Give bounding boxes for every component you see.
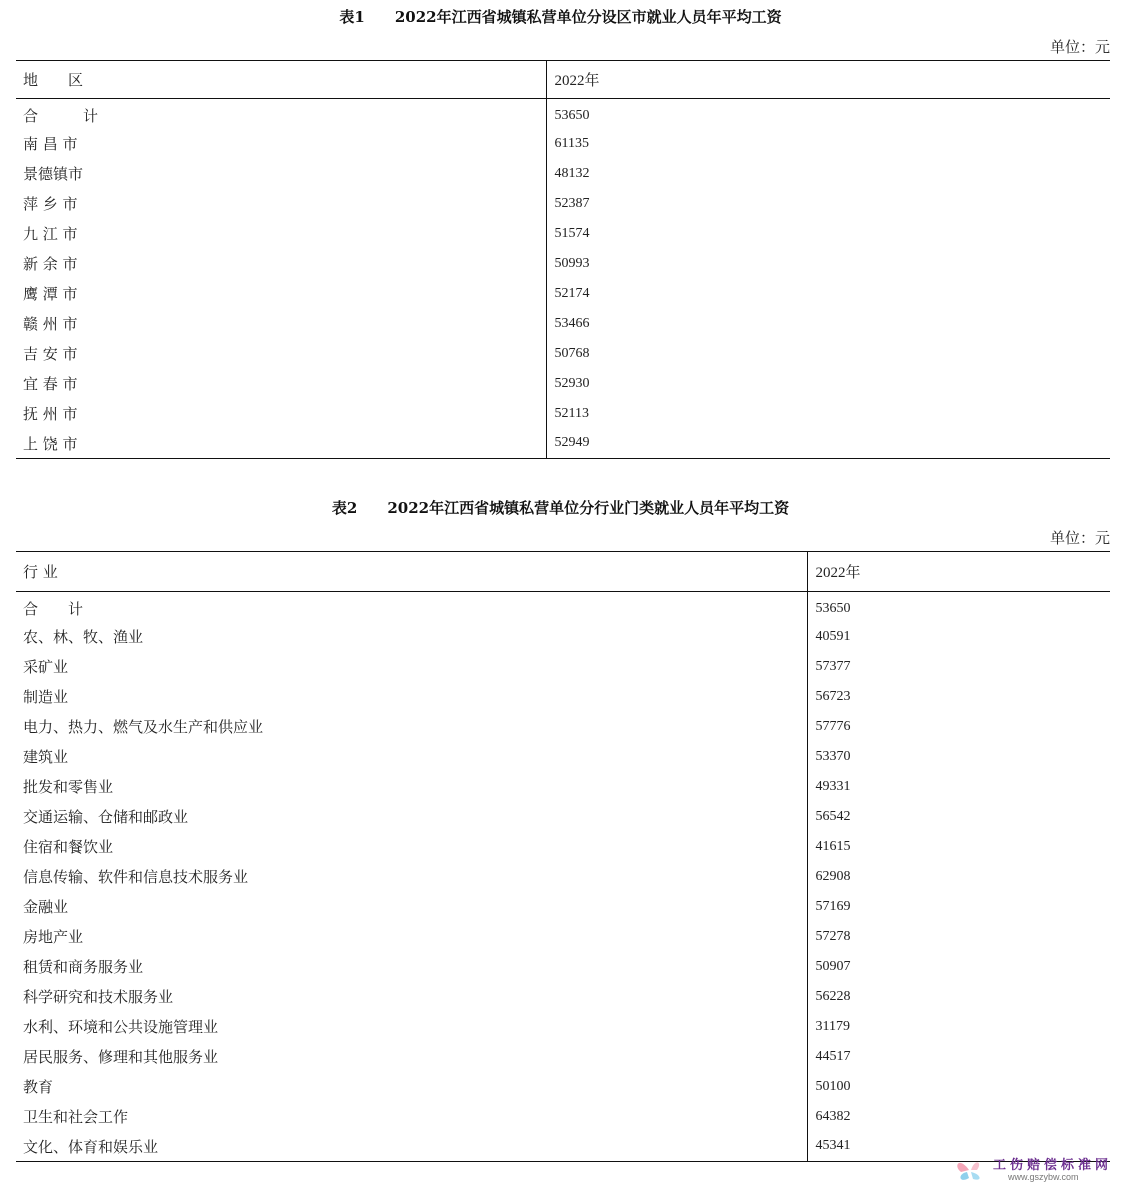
- table2-row: [16, 832, 1110, 862]
- table2-row-label: 文化、体育和娱乐业: [23, 1137, 159, 1156]
- table1-unit: 单位：元: [1049, 38, 1110, 56]
- table2-row: [16, 772, 1110, 802]
- table1-row: [16, 189, 1110, 219]
- table1-row-value: 53650: [546, 99, 1110, 129]
- table1-row-value: 52949: [546, 429, 1110, 459]
- table2-row: [16, 742, 1110, 772]
- table1-row: [16, 369, 1110, 399]
- table2-row: [16, 892, 1110, 922]
- table1-row-value: 61135: [546, 129, 1110, 159]
- table1-row-label: 吉 安 市: [23, 345, 78, 363]
- table1-row: [16, 219, 1110, 249]
- table1-row-label: 景德镇市: [23, 165, 84, 183]
- table2-row-label: 卫生和社会工作: [23, 1108, 129, 1126]
- table2-row: [16, 712, 1110, 742]
- table2-row-label: 科学研究和技术服务业: [23, 988, 174, 1006]
- table1-row: [16, 129, 1110, 159]
- table2-row-value: 57169: [807, 892, 1110, 922]
- table2-row-value: 57776: [807, 712, 1110, 742]
- table1-row-label: 九 江 市: [23, 225, 78, 243]
- table1-title: [0, 6, 1121, 27]
- table2-row-value: 56542: [807, 802, 1110, 832]
- table2-row-value: 57278: [807, 922, 1110, 952]
- table2-header-year: 2022年: [807, 552, 1110, 592]
- table2-row: [16, 862, 1110, 892]
- table2-row-label: 批发和零售业: [23, 778, 114, 796]
- table2-row: [16, 982, 1110, 1012]
- table1-row: [16, 339, 1110, 369]
- watermark-text: 工伤赔偿标准网: [993, 1158, 1113, 1173]
- table2-title-text: 2022年江西省城镇私营单位分行业门类就业人员年平均工资: [387, 499, 790, 517]
- table2-row: [16, 1072, 1110, 1102]
- table1-row-value: 52930: [546, 369, 1110, 399]
- table2-row: [16, 1012, 1110, 1042]
- table2-row: [16, 922, 1110, 952]
- table2-row: [16, 652, 1110, 682]
- table2-row-value: 41615: [807, 832, 1110, 862]
- table2-title: [0, 497, 1121, 518]
- watermark: [953, 1152, 1113, 1188]
- table2-row-value: 40591: [807, 622, 1110, 652]
- table2-unit: 单位：元: [1049, 529, 1110, 547]
- table2-row-value: 53650: [807, 592, 1110, 622]
- table2-row-value: 50100: [807, 1072, 1110, 1102]
- table2-row-value: 45341: [807, 1132, 1110, 1162]
- table1-row-label: 上 饶 市: [23, 434, 78, 453]
- table1-row: [16, 249, 1110, 279]
- table1-row-value: 50993: [546, 249, 1110, 279]
- table2-row-label: 金融业: [23, 898, 69, 916]
- table2-row-label: 房地产业: [23, 928, 84, 946]
- table2-row-label: 制造业: [23, 688, 69, 706]
- table2-row: [16, 952, 1110, 982]
- table2-row: [16, 802, 1110, 832]
- table1-row: [16, 279, 1110, 309]
- table2-row-label: 电力、热力、燃气及水生产和供应业: [23, 718, 264, 736]
- table2-row-value: 50907: [807, 952, 1110, 982]
- table1-row: [16, 99, 1110, 129]
- table1-row-value: 52113: [546, 399, 1110, 429]
- table1-row-value: 52174: [546, 279, 1110, 309]
- table1-row-label: 宜 春 市: [23, 375, 78, 393]
- table1-row-label: 赣 州 市: [23, 315, 78, 333]
- table1-row: [16, 159, 1110, 189]
- table1: [16, 60, 1110, 459]
- table1-row-label: 南 昌 市: [23, 135, 78, 153]
- table1-row-label: 合 计: [23, 107, 99, 126]
- table2-row-label: 租赁和商务服务业: [23, 958, 144, 976]
- table1-row-value: 48132: [546, 159, 1110, 189]
- table1-row-value: 50768: [546, 339, 1110, 369]
- table2-row-label: 农、林、牧、渔业: [23, 628, 144, 646]
- table2-row-label: 居民服务、修理和其他服务业: [23, 1048, 219, 1066]
- table2-row: [16, 592, 1110, 622]
- table2-header-row: [16, 552, 1110, 592]
- table2-row-value: 62908: [807, 862, 1110, 892]
- table2-row-value: 57377: [807, 652, 1110, 682]
- table1-row-value: 53466: [546, 309, 1110, 339]
- table2-row-value: 44517: [807, 1042, 1110, 1072]
- table2-row-label: 合 计: [23, 600, 84, 619]
- butterfly-logo-icon: [953, 1152, 987, 1186]
- table2-row-label: 采矿业: [23, 658, 69, 676]
- table2-row-value: 31179: [807, 1012, 1110, 1042]
- table2-row-value: 56723: [807, 682, 1110, 712]
- table1-title-text: 2022年江西省城镇私营单位分设区市就业人员年平均工资: [394, 8, 782, 26]
- table2-row: [16, 682, 1110, 712]
- table1-header-region: 地 区: [16, 61, 546, 99]
- table1-row-label: 新 余 市: [23, 255, 78, 273]
- table1-row-value: 52387: [546, 189, 1110, 219]
- table1-row-value: 51574: [546, 219, 1110, 249]
- table2-row-label: 交通运输、仓储和邮政业: [23, 808, 189, 826]
- watermark-url: www.gszybw.com: [1008, 1172, 1079, 1182]
- table2-row: [16, 622, 1110, 652]
- table1-number: 表1: [339, 8, 365, 26]
- table1-header-row: [16, 61, 1110, 99]
- table2: [16, 551, 1110, 1162]
- table2-row: [16, 1042, 1110, 1072]
- table1-row-label: 抚 州 市: [23, 405, 78, 423]
- table2-header-industry: 行 业: [16, 552, 807, 592]
- table2-row-label: 建筑业: [23, 748, 69, 766]
- table2-row-value: 64382: [807, 1102, 1110, 1132]
- table2-row: [16, 1132, 1110, 1162]
- table2-row-label: 教育: [23, 1078, 54, 1096]
- table2-row: [16, 1102, 1110, 1132]
- table2-row-value: 53370: [807, 742, 1110, 772]
- table1-row: [16, 429, 1110, 459]
- table2-row-label: 水利、环境和公共设施管理业: [23, 1018, 219, 1036]
- table1-row-label: 鹰 潭 市: [23, 285, 78, 303]
- table2-row-label: 信息传输、软件和信息技术服务业: [23, 868, 249, 886]
- table2-row-value: 49331: [807, 772, 1110, 802]
- table2-row-label: 住宿和餐饮业: [23, 838, 114, 856]
- table1-header-year: 2022年: [546, 61, 1110, 99]
- table2-row-value: 56228: [807, 982, 1110, 1012]
- table1-row: [16, 309, 1110, 339]
- table2-number: 表2: [331, 499, 358, 517]
- table1-row-label: 萍 乡 市: [23, 195, 78, 213]
- table1-row: [16, 399, 1110, 429]
